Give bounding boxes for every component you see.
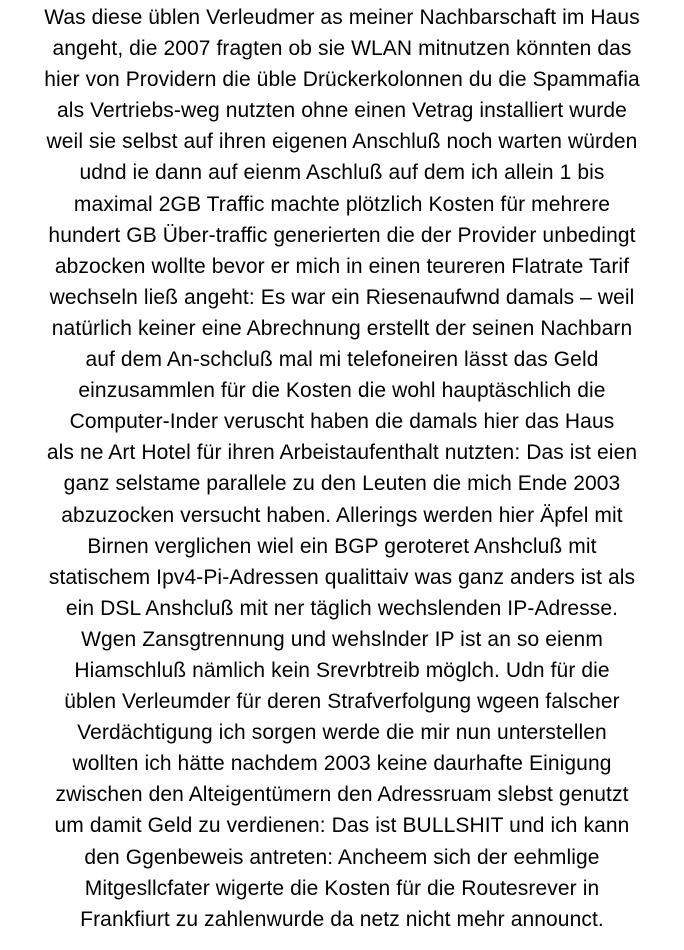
text-line: ein DSL Anshcluß mit ner täglich wechslenden IP-Adresse. [65,596,619,620]
text-line: Mitgesllcfater wigerte die Kosten für die Routesrever in [84,876,600,900]
text-line: Frankfiurt zu zahlenwurde da netz nicht mehr announct. [80,907,604,931]
text-line: Was diese üblen Verleudmer as meiner Nachbarschaft im Haus [44,6,640,29]
text-line: üblen Verleumder für deren Strafverfolgung wgeen falscher [64,690,620,714]
text-line: statischem Ipv4-Pi-Adressen qualittaiv was ganz anders ist als [48,565,636,589]
text-line: den Ggenbeweis antreten: Ancheem sich der eehmlige [84,845,600,869]
text-line: weil sie selbst auf ihren eigenen Anschluß noch warten würden [46,130,638,154]
text-line: natürlich keiner eine Abrechnung erstellt der seinen Nachbarn [51,316,633,340]
text-line: auf dem An-schcluß mal mi telefoneiren lässt das Geld [85,348,599,372]
text-line: Verdächtigung ich sorgen werde die mir nun unterstellen [77,721,607,745]
text-line: einzusammlen für die Kosten die wohl hauptäschlich die [78,379,606,403]
text-line: wollten ich hätte nachdem 2003 keine daurhafte Einigung [72,752,612,776]
text-line: udnd ie dann auf eienm Aschluß auf dem ich allein 1 bis [79,161,605,185]
document-body [0,2,684,935]
text-line: als Vertriebs-weg nutzten ohne einen Vetrag installiert wurde [57,99,627,123]
text-line: wechseln ließ angeht: Es war ein Riesenaufwnd damals – weil [49,285,635,309]
text-line: als ne Art Hotel für ihren Arbeistaufenthalt nutzten: Das ist eien [46,441,638,465]
text-line: Computer-Inder veruscht haben die damals hier das Haus [69,410,615,434]
text-line: Wgen Zansgtrennung und wehslnder IP ist an so eienm [81,627,603,651]
text-line: maximal 2GB Traffic machte plötzlich Kosten für mehrere [73,192,611,216]
text-line: ganz selstame parallele zu den Leuten die mich Ende 2003 [63,472,621,496]
text-line: zwischen den Alteigentümern den Adressruam slebst genutzt [55,783,629,807]
text-line: Hiamschluß nämlich kein Srevrbtreib möglch. Udn für die [74,658,610,682]
text-line: angeht, die 2007 fragten ob sie WLAN mitnutzen könnten das [52,37,632,61]
text-line: hundert GB Über-traffic generierten die der Provider unbedingt [48,223,636,247]
text-line: hier von Providern die üble Drückerkolonnen du die Spammafia [44,68,640,92]
text-line: Birnen verglichen wiel ein BGP geroteret Anshcluß mit [87,534,597,558]
text-line: um damit Geld zu verdienen: Das ist BULLSHIT und ich kann [54,814,630,838]
text-line: abzuzocken versucht haben. Allerings werden hier Äpfel mit [61,503,623,527]
text-line: abzocken wollte bevor er mich in einen teureren Flatrate Tarif [54,254,630,278]
